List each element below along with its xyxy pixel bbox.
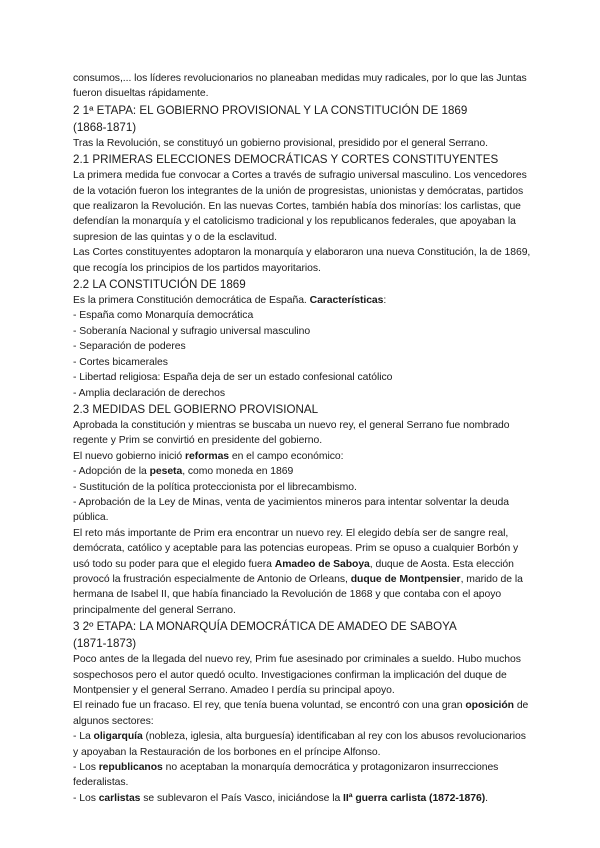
bold-term: Amadeo de Saboya [274,558,370,570]
list-item-li-12 [73,791,533,806]
text-run: - La [73,731,94,743]
heading-text: 3 2º ETAPA: LA MONARQUÍA DEMOCRÁTICA DE AMADEO DE SABOYA [73,620,457,634]
list-item-li-8 [73,480,533,495]
text-run: Es la primera Constitución democrática de España. [73,295,310,307]
text-run: - Soberanía Nacional y sufragio universal masculino [73,325,311,337]
text-run: , marido de la hermana de Isabel II, que había financiado la Revolución de 1868 y que contaba con el apoyo principalmente del general Serrano. [73,573,523,616]
text-run: Poco antes de la llegada del nuevo rey, Prim fue asesinado por criminales a sueldo. Hubo muchos sospechosos pero el autor quedó oculto. Investigaciones confirman la implicación del duque de Montpensier y el general Serrano. Amadeo I perdía su principal apoyo. [73,654,521,696]
list-item-li-6 [73,386,533,401]
text-run: El reto más importante de Prim era encontrar un nuevo rey. El elegido debía ser de sangre real, demócrata, católico y aceptable para las potencias europeas. Prim se opuso a cualquier Borbón y usó todo su poder para que el elegido fuera [73,527,519,570]
heading-text: 2.1 PRIMERAS ELECCIONES DEMOCRÁTICAS Y CORTES CONSTITUYENTES [73,153,499,167]
section-heading-h-2-3 [73,401,533,418]
section-heading-h-2-2 [73,276,533,293]
text-run: . [485,792,488,804]
text-run: , como moneda en 1869 [182,466,294,478]
list-item-li-5 [73,370,533,385]
text-run: (nobleza, iglesia, alta burguesía) identificaban al rey con los abusos revolucionarios y apoyaban la Restauración de los borbones en el príncipe Alfonso. [73,731,526,758]
paragraph-p-reformas [73,449,533,464]
paragraph-p-aprobada [73,418,533,449]
text-run: no aceptaban la monarquía democrática y protagonizaron insurrecciones federalistas. [73,762,499,789]
paragraph-p-const [73,293,533,308]
text-run: - España como Monarquía democrática [73,310,254,322]
heading-subtitle: (1868-1871) [73,120,137,134]
bold-term: republicanos [98,762,163,774]
text-run: de algunos sectores: [73,700,529,727]
section-heading-h-2-1 [73,151,533,168]
list-item-li-11 [73,760,533,791]
bold-term: duque de Montpensier [350,573,461,585]
text-run: - Separación de poderes [73,341,186,353]
list-item-li-10 [73,729,533,760]
paragraph-p-asesinado [73,652,533,698]
list-item-li-3 [73,339,533,354]
bold-term: reformas [184,450,230,462]
paragraph-intro-cont [73,71,533,102]
list-item-li-4 [73,355,533,370]
text-run: - Los [73,792,99,804]
bold-term: carlistas [98,792,141,804]
text-run: El nuevo gobierno inició [73,450,185,462]
bold-term: oligarquía [93,731,143,743]
list-item-li-7 [73,464,533,479]
bold-term: IIª guerra carlista (1872-1876) [343,792,486,804]
bold-term: Características [309,295,384,307]
text-run: - Libertad religiosa: España deja de ser un estado confesional católico [73,372,393,384]
heading-text: 2.3 MEDIDAS DEL GOBIERNO PROVISIONAL [73,402,319,416]
text-run: : [383,295,387,307]
text-run: - Aprobación de la Ley de Minas, venta de yacimientos mineros para intentar solventar la deuda pública. [73,496,510,524]
text-run: consumos,... los líderes revolucionarios no planeaban medidas muy radicales, por lo que las Juntas fueron disueltas rápidamente. [73,73,527,100]
list-item-li-1 [73,308,533,323]
text-run: - Los [73,762,99,774]
text-run: Las Cortes constituyentes adoptaron la monarquía y elaboraron una nueva Constitución, la de 1869, que recogía los principios de los partidos mayoritarios. [73,247,531,274]
heading-subtitle: (1871-1873) [73,637,137,651]
paragraph-p-fracaso [73,698,533,729]
heading-text: 2 1ª ETAPA: EL GOBIERNO PROVISIONAL Y LA CONSTITUCIÓN DE 1869 [73,103,468,117]
text-run: en el campo económico: [229,450,344,462]
bold-term: peseta [149,466,183,478]
text-run: , duque de Aosta. Esta elección provocó la frustración especialmente de Antonio de Orleans, [73,558,514,585]
paragraph-p-reto [73,526,533,618]
paragraph-p-elecciones [73,168,533,245]
text-run: El reinado fue un fracaso. El rey, que tenía buena voluntad, se encontró con una gran [73,700,466,712]
heading-text: 2.2 LA CONSTITUCIÓN DE 1869 [73,278,246,292]
list-item-li-9 [73,495,533,526]
text-run: La primera medida fue convocar a Cortes a través de sufragio universal masculino. Los vencedores de la votación fueron los integrantes de la unión de progresistas, unionistas y demócratas, partidos que realizaron la Revolución. En las nuevas Cortes, también había dos minorías: los carlistas, que defendían la monarquía y el catolicismo tradicional y los republicanos federales, que apoyaban la supresion de las quintas y o de la esclavitud. [73,170,527,243]
text-run: - Sustitución de la política proteccionista por el librecambismo. [73,481,357,493]
section-heading-h-etapa2 [73,102,533,136]
text-run: Tras la Revolución, se constituyó un gobierno provisional, presidido por el general Serrano. [73,137,488,149]
bold-term: oposición [465,700,514,712]
text-run: se sublevaron el País Vasco, iniciándose la [140,792,344,804]
document-page [73,71,533,806]
text-run: - Amplia declaración de derechos [73,387,226,399]
list-item-li-2 [73,324,533,339]
paragraph-p-cortes [73,245,533,276]
paragraph-p-gobierno-prov [73,136,533,151]
section-heading-h-etapa3 [73,618,533,652]
text-run: - Adopción de la [73,466,150,478]
text-run: - Cortes bicamerales [73,356,168,368]
text-run: Aprobada la constitución y mientras se buscaba un nuevo rey, el general Serrano fue nombrado regente y Prim se convirtió en presidente del gobierno. [73,419,510,447]
